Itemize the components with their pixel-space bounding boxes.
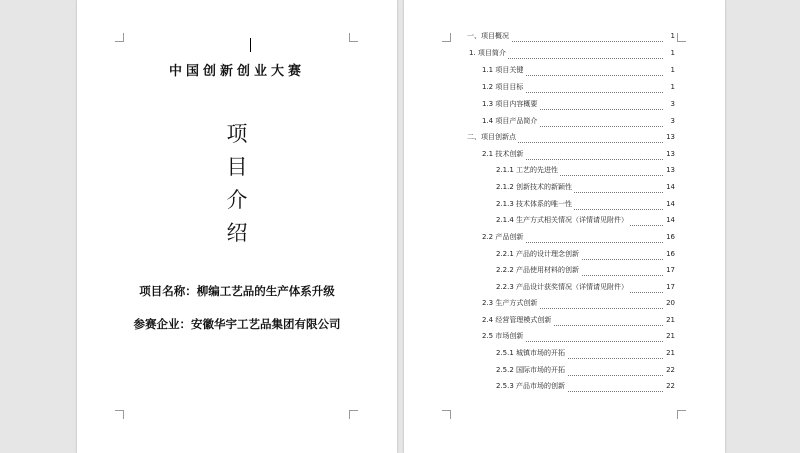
toc-entry-label: 2.5.2 国际市场的开拓 [496, 366, 566, 374]
company-label: 参赛企业： [133, 317, 191, 331]
toc-entry-page: 3 [663, 115, 675, 127]
title-char: 项 [226, 122, 248, 146]
crop-mark [115, 33, 124, 42]
toc-entry-page: 1 [663, 47, 675, 59]
toc-entry-page: 21 [663, 330, 675, 342]
toc-entry-label: 2.4 经营管理模式创新 [482, 316, 552, 324]
toc-entry[interactable] [404, 83, 725, 95]
toc-entry[interactable] [404, 49, 725, 61]
toc-entry-page: 1 [663, 30, 675, 42]
toc-entry-label: 2.1.4 生产方式相关情况（详情请见附件） [496, 216, 629, 224]
toc-entry-label: 2.5.1 城镇市场的开拓 [496, 349, 566, 357]
document-title [217, 118, 257, 250]
toc-entry-page: 14 [663, 181, 675, 193]
toc-entry[interactable] [404, 382, 725, 394]
project-name-line [77, 283, 397, 299]
toc-entry[interactable] [404, 183, 725, 195]
toc-entry-page: 13 [663, 164, 675, 176]
toc-entry-page: 16 [663, 248, 675, 260]
toc-entry[interactable] [404, 266, 725, 278]
toc-entry[interactable] [404, 250, 725, 262]
toc-entry[interactable] [404, 100, 725, 112]
company-line [77, 316, 397, 332]
toc-entry-page: 22 [663, 364, 675, 376]
project-name: 柳编工艺品的生产体系升级 [196, 284, 335, 298]
toc-entry-page: 21 [663, 314, 675, 326]
toc-entry-page: 22 [663, 380, 675, 392]
crop-mark [349, 33, 358, 42]
toc-entry-label: 二、项目创新点 [467, 133, 516, 141]
text-cursor [250, 38, 251, 52]
company-name: 安徽华宇工艺品集团有限公司 [191, 317, 341, 331]
toc-entry-label: 2.5 市场创新 [482, 332, 524, 340]
toc-entry-page: 13 [663, 131, 675, 143]
toc-entry-label: 2.5.3 产品市场的创新 [496, 382, 566, 390]
toc-entry-page: 20 [663, 297, 675, 309]
toc-entry-label: 一、项目概况 [467, 32, 509, 40]
toc-entry-label: 2.1.2 创新技术的新颖性 [496, 183, 573, 191]
toc-entry-page: 17 [663, 264, 675, 276]
toc-entry-label: 2.2.3 产品设计获奖情况（详情请见附件） [496, 283, 629, 291]
title-char: 介 [226, 188, 248, 212]
toc-entry-label: 1.2 项目目标 [482, 83, 524, 91]
crop-mark [115, 410, 124, 419]
toc-entry[interactable] [404, 216, 725, 228]
toc-entry-label: 1.3 项目内容概要 [482, 100, 538, 108]
toc-entry-label: 2.1 技术创新 [482, 150, 524, 158]
toc-entry[interactable] [404, 316, 725, 328]
crop-mark [349, 410, 358, 419]
toc-entry-label: 1. 项目简介 [469, 49, 506, 57]
toc-entry[interactable] [404, 166, 725, 178]
title-char: 目 [226, 155, 248, 179]
toc-entry-page: 16 [663, 231, 675, 243]
toc-entry[interactable] [404, 200, 725, 212]
toc-entry[interactable] [404, 233, 725, 245]
toc-entry[interactable] [404, 133, 725, 145]
table-of-contents [404, 0, 725, 453]
toc-entry[interactable] [404, 32, 725, 44]
toc-entry[interactable] [404, 66, 725, 78]
toc-entry-page: 14 [663, 214, 675, 226]
toc-entry-label: 1.1 项目关键 [482, 66, 524, 74]
toc-page [404, 0, 725, 453]
toc-entry[interactable] [404, 332, 725, 344]
toc-entry-page: 14 [663, 198, 675, 210]
toc-entry-page: 3 [663, 98, 675, 110]
toc-entry-label: 1.4 项目产品简介 [482, 117, 538, 125]
toc-entry-page: 13 [663, 148, 675, 160]
toc-entry-label: 2.3 生产方式创新 [482, 299, 538, 307]
toc-entry-label: 2.2.2 产品使用材料的创新 [496, 266, 580, 274]
toc-entry-label: 2.2 产品创新 [482, 233, 524, 241]
toc-entry[interactable] [404, 366, 725, 378]
toc-entry[interactable] [404, 349, 725, 361]
title-char: 绍 [226, 221, 248, 245]
competition-title: 中国创新创业大赛 [168, 64, 305, 79]
toc-entry[interactable] [404, 283, 725, 295]
toc-entry-page: 1 [663, 64, 675, 76]
toc-entry[interactable] [404, 150, 725, 162]
toc-entry-page: 17 [663, 281, 675, 293]
project-name-label: 项目名称： [139, 284, 197, 298]
toc-entry-page: 1 [663, 81, 675, 93]
toc-entry[interactable] [404, 299, 725, 311]
toc-entry-page: 21 [663, 347, 675, 359]
toc-entry[interactable] [404, 117, 725, 129]
toc-entry-label: 2.2.1 产品的设计理念创新 [496, 250, 580, 258]
toc-entry-label: 2.1.1 工艺的先进性 [496, 166, 559, 174]
toc-entry-label: 2.1.3 技术体系的唯一性 [496, 200, 573, 208]
cover-page [77, 0, 397, 453]
